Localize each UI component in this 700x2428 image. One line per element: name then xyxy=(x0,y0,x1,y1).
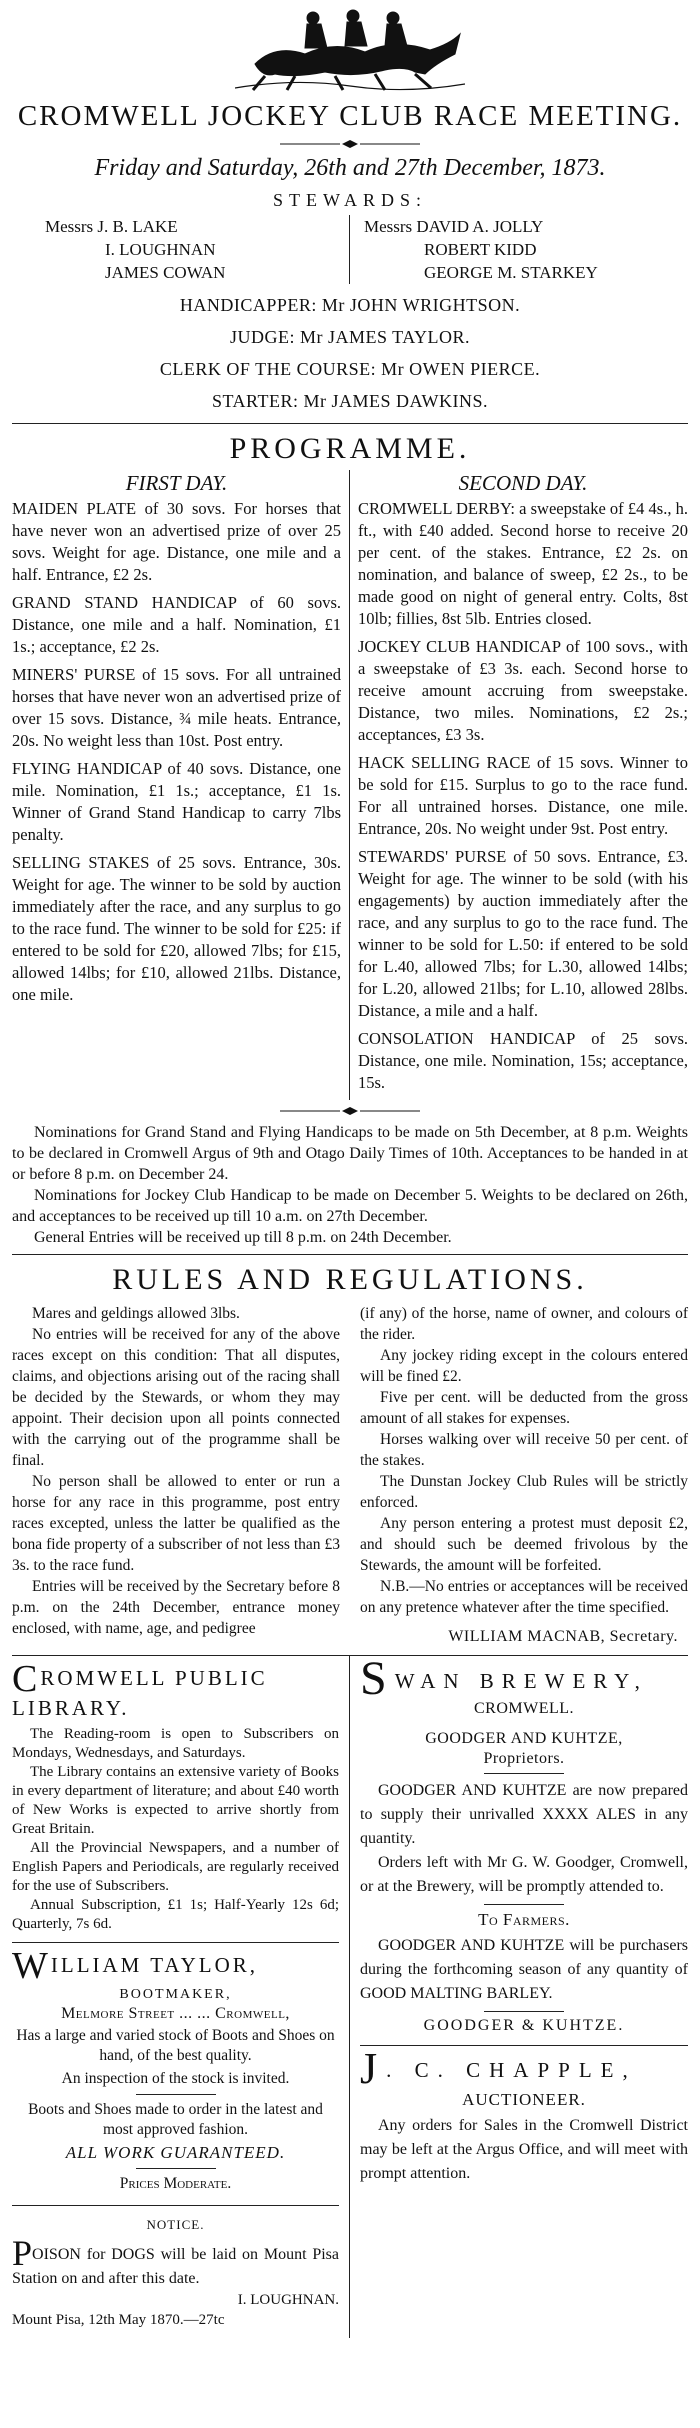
race-details: of 50 sovs. Entrance, £3. Weight for age. The winner to be sold (with his engagements) by auction immediately after the race, and any surplus to go to the race fund. The winner to be sold for L.50: if entered to be sold for L.40, allowed 7lbs; for L.30, allowed 14lbs; for L.20, allowed 21lbs; for L.10, allowed 28lbs. Distance, a mile and a half. xyxy=(358,847,689,1020)
stewards-heading: STEWARDS: xyxy=(272,190,427,210)
steward-name: JAMES COWAN xyxy=(105,263,226,282)
section-rule xyxy=(12,423,688,424)
rule-paragraph: Any person entering a protest must deposit £2, and should such be deemed frivolous by the Stewards, the amount will be forfeited. xyxy=(360,1515,688,1574)
rules-right-column xyxy=(350,1303,688,1647)
drop-initial: C xyxy=(12,1658,41,1700)
race-entry xyxy=(12,592,341,658)
advertisements xyxy=(12,1652,688,2338)
title-text: WAN BREWERY, xyxy=(394,1669,648,1693)
race-entry xyxy=(358,1028,688,1094)
bootmaker-trade: BOOTMAKER, xyxy=(119,1987,232,2002)
ad-divider xyxy=(136,2094,216,2095)
race-details: of 40 sovs. Distance, one mile. Nomination, £1 1s.; acceptance, £1 1s. Winner of Grand Stand Handicap to carry 7lbs penalty. xyxy=(12,759,341,844)
ad-line: Has a large and varied stock of Boots and Shoes on hand, of the best quality. xyxy=(16,2027,335,2064)
ad-paragraph: GOODGER AND KUHTZE will be purchasers during the forthcoming season of any quantity of GOOD MALTING BARLEY. xyxy=(360,1937,688,2002)
ads-left-column xyxy=(12,1656,350,2338)
note-paragraph: Nominations for Jockey Club Handicap to be made on December 5. Weights to be declared on 26th, and acceptances to be received up till 10 a.m. on 27th December. xyxy=(12,1187,688,1225)
notice-signer: I. LOUGHNAN. xyxy=(237,2292,339,2308)
race-details: of 15 sovs. For all untrained horses that have never won an advertised prize of over 15 sovs. Distance, ¾ mile heats. Entrance, 20s. No weight less than 10st. Post entry. xyxy=(12,665,342,750)
steward-name: GEORGE M. STARKEY xyxy=(424,263,598,282)
race-details: of 60 sovs. Distance, one mile and a half. Nomination, £1 1s.; acceptance, £2 2s. xyxy=(12,593,341,656)
title-text: ROMWELL PUBLIC LIBRARY. xyxy=(12,1666,268,1720)
race-details: of 30 sovs. For horses that have never won an advertised prize of over 25 sovs. Weight for age. Distance, one mile and a half. Entrance, £2 2s. xyxy=(12,499,341,584)
secretary-signature: WILLIAM MACNAB, Secretary. xyxy=(448,1628,678,1645)
ad-paragraph: GOODGER AND KUHTZE are now prepared to supply their unrivalled XXXX ALES in any quantity. xyxy=(360,1782,688,1847)
prices-note: Prices Moderate. xyxy=(119,2175,232,2192)
ornament-divider xyxy=(280,139,420,149)
stewards-right-column xyxy=(350,215,685,284)
rules-left-column xyxy=(12,1303,350,1647)
notice-body xyxy=(12,2233,339,2290)
judge: JUDGE: Mr JAMES TAYLOR. xyxy=(229,327,471,347)
first-day-column xyxy=(12,470,350,1100)
brewery-place: CROMWELL. xyxy=(473,1700,575,1717)
proprietors-label: Proprietors. xyxy=(483,1750,565,1767)
rule-paragraph: Five per cent. will be deducted from the gross amount of all stakes for expenses. xyxy=(360,1389,688,1427)
race-name: CROMWELL DERBY xyxy=(358,499,511,518)
rules-and-regulations xyxy=(12,1303,688,1647)
race-name: GRAND STAND HANDICAP xyxy=(12,593,237,612)
race-entry xyxy=(358,846,688,1022)
brewery-proprietors: GOODGER AND KUHTZE, xyxy=(425,1730,623,1747)
race-name: MINERS' PURSE xyxy=(12,665,136,684)
race-name: JOCKEY CLUB HANDICAP xyxy=(358,637,561,656)
farmers-heading: To Farmers. xyxy=(478,1910,570,1929)
race-details: of 25 sovs. Distance, one mile. Nomination, 15s; acceptance, 15s. xyxy=(358,1029,688,1092)
steward-name: I. LOUGHNAN xyxy=(105,240,216,259)
ads-right-column xyxy=(350,1652,688,2338)
bootmaker-address: Melmore Street ... ... Cromwell, xyxy=(61,2005,290,2022)
race-entry xyxy=(12,498,341,586)
note-paragraph: Nominations for Grand Stand and Flying Handicaps to be made on 5th December, at 8 p.m. Weights to be declared in Cromwell Argus of 9th and Otago Daily Times of 10th. Acceptances to be handed in at or before 8 p.m. on December 24. xyxy=(12,1124,688,1183)
race-entry xyxy=(358,498,688,630)
race-name: FLYING HANDICAP xyxy=(12,759,162,778)
ad-paragraph: Orders left with Mr G. W. Goodger, Cromwell, or at the Brewery, will be promptly attended to. xyxy=(360,1854,688,1895)
race-entry xyxy=(12,852,341,1006)
notice-ad xyxy=(12,2206,339,2338)
note-paragraph: General Entries will be received up till 8 p.m. on 24th December. xyxy=(34,1229,452,1246)
starter: STARTER: Mr JAMES DAWKINS. xyxy=(211,391,489,411)
rule-paragraph: Entries will be received by the Secretary before 8 p.m. on the 24th December, entrance money enclosed, with name, age, and pedigree xyxy=(12,1578,340,1637)
title-text: . C. CHAPPLE, xyxy=(386,2058,637,2082)
library-ad xyxy=(12,1656,339,1943)
brewery-ad xyxy=(360,1652,688,2046)
race-details: of 100 sovs., with a sweepstake of £3 3s. each. Second horse to receive amount accruing from sweepstake. Distance, two miles. Nominations, £2 2s.; acceptances, £3 3s. xyxy=(358,637,688,744)
race-details: : a sweepstake of £4 4s., h. ft., with £40 added. Second horse to receive 20 per cent. of the stakes. Entrance, £2 2s. on nomination, and balance of sweep, £2 2s., to be made good on night of general entry. Colts, 8st 10lb; fillies, 8st 5lb. Entries closed. xyxy=(358,499,688,628)
first-day-title: FIRST DAY. xyxy=(125,471,228,495)
stewards-list xyxy=(12,215,688,284)
notice-text: OISON for DOGS will be laid on Mount Pisa Station on and after this date. xyxy=(12,2246,339,2287)
ad-divider xyxy=(484,1904,564,1905)
rule-paragraph: N.B.—No entries or acceptances will be received on any pretence whatever after the time specified. xyxy=(360,1578,688,1616)
ornament-divider xyxy=(280,1106,420,1116)
ad-line: Boots and Shoes made to order in the latest and most approved fashion. xyxy=(28,2101,323,2138)
ad-line: An inspection of the stock is invited. xyxy=(61,2070,290,2087)
drop-initial: W xyxy=(12,1945,51,1987)
page-title: CROMWELL JOCKEY CLUB RACE MEETING. xyxy=(17,100,683,132)
rule-paragraph: Mares and geldings allowed 3lbs. xyxy=(32,1305,240,1322)
auctioneer-ad xyxy=(360,2046,688,2198)
stewards-left-column xyxy=(15,215,350,284)
race-name: CONSOLATION HANDICAP xyxy=(358,1029,575,1048)
work-guarantee: ALL WORK GUARANTEED. xyxy=(65,2143,286,2162)
programme-heading: PROGRAMME. xyxy=(229,432,471,465)
ad-paragraph: All the Provincial Newspapers, and a number of English Papers and Periodicals, are regularly received for the use of Subscribers. xyxy=(12,1840,339,1894)
race-details: of 15 sovs. Winner to be sold for £15. Surplus to go to the race fund. For all untrained horses. Distance, one mile. Entrance, 20s. No weight under 9st. Post entry. xyxy=(358,753,688,838)
brewery-ad-title xyxy=(360,1652,688,1705)
rule-paragraph: Any jockey riding except in the colours entered will be fined £2. xyxy=(360,1347,688,1385)
horse-race-illustration xyxy=(235,4,465,92)
race-entry xyxy=(12,758,341,846)
programme xyxy=(12,470,688,1100)
steward-name: Messrs J. B. LAKE xyxy=(45,217,178,236)
meeting-dates: Friday and Saturday, 26th and 27th December, 1873. xyxy=(94,155,606,181)
second-day-title: SECOND DAY. xyxy=(458,471,588,495)
handicapper: HANDICAPPER: Mr JOHN WRIGHTSON. xyxy=(179,295,521,315)
notice-dateline: Mount Pisa, 12th May 1870.—27tc xyxy=(12,2312,225,2328)
ad-divider xyxy=(484,1773,564,1774)
title-text: ILLIAM TAYLOR, xyxy=(50,1953,259,1977)
drop-initial: S xyxy=(360,1652,395,1705)
bootmaker-ad-title xyxy=(12,1945,339,1987)
rule-paragraph: The Dunstan Jockey Club Rules will be strictly enforced. xyxy=(360,1473,688,1511)
race-entry xyxy=(358,752,688,840)
race-name: SELLING STAKES xyxy=(12,853,150,872)
ad-divider xyxy=(136,2168,216,2169)
race-name: STEWARDS' PURSE xyxy=(358,847,507,866)
bootmaker-ad xyxy=(12,1943,339,2206)
auctioneer-trade: AUCTIONEER. xyxy=(462,2090,586,2109)
notice-label: NOTICE. xyxy=(146,2217,205,2232)
race-name: MAIDEN PLATE xyxy=(12,499,137,518)
rule-paragraph: (if any) of the horse, name of owner, and colours of the rider. xyxy=(360,1305,688,1343)
second-day-column xyxy=(350,470,688,1100)
ad-paragraph: The Reading-room is open to Subscribers on Mondays, Wednesdays, and Saturdays. xyxy=(12,1726,339,1761)
ad-paragraph: Annual Subscription, £1 1s; Half-Yearly 12s 6d; Quarterly, 7s 6d. xyxy=(12,1897,339,1932)
auctioneer-body xyxy=(360,2114,688,2186)
rule-paragraph: No entries will be received for any of the above races except on this condition: That all disputes, claims, and objections arising out of the racing shall be decided by the Stewards, or whom they may appoint. Their decision upon all points connected with the carrying out of the programme shall be final. xyxy=(12,1326,340,1469)
drop-initial: P xyxy=(12,2233,33,2273)
brewery-body xyxy=(360,1779,688,1899)
steward-name: ROBERT KIDD xyxy=(424,240,537,259)
rule-paragraph: No person shall be allowed to enter or run a horse for any race in this programme, post entry races excepted, unless the latter be qualified as the bona fide property of a subscriber of not less than £3 3s. to the race fund. xyxy=(12,1473,340,1574)
auctioneer-ad-title xyxy=(360,2044,688,2093)
rule-paragraph: Horses walking over will receive 50 per cent. of the stakes. xyxy=(360,1431,688,1469)
drop-initial: J xyxy=(360,2044,387,2093)
race-entry xyxy=(12,664,341,752)
brewery-signature: GOODGER & KUHTZE. xyxy=(423,2017,625,2034)
race-name: HACK SELLING RACE xyxy=(358,753,531,772)
library-ad-body xyxy=(12,1725,339,1934)
race-entry xyxy=(358,636,688,746)
steward-name: Messrs DAVID A. JOLLY xyxy=(364,217,544,236)
ad-paragraph: The Library contains an extensive variety of Books in every department of literature; and about £40 worth of New Works is expected to arrive shortly from Great Britain. xyxy=(12,1764,339,1837)
race-details: of 25 sovs. Entrance, 30s. Weight for age. The winner to be sold by auction immediately after the race, and any surplus to go to the race fund. The winner to be sold for £25: if entered to be sold for £20, allowed 7lbs; for £15, allowed 14lbs; for £10, allowed 21lbs. Distance, one mile. xyxy=(12,853,342,1004)
clerk-of-course: CLERK OF THE COURSE: Mr OWEN PIERCE. xyxy=(159,359,541,379)
ad-divider xyxy=(484,2011,564,2012)
rules-heading: RULES AND REGULATIONS. xyxy=(112,1263,588,1296)
section-rule xyxy=(12,1254,688,1255)
newspaper-page xyxy=(0,4,700,2428)
entry-notes xyxy=(12,1122,688,1248)
ad-paragraph: Any orders for Sales in the Cromwell District may be left at the Argus Office, and will meet with prompt attention. xyxy=(360,2117,688,2182)
farmers-body xyxy=(360,1934,688,2006)
library-ad-title xyxy=(12,1658,339,1721)
